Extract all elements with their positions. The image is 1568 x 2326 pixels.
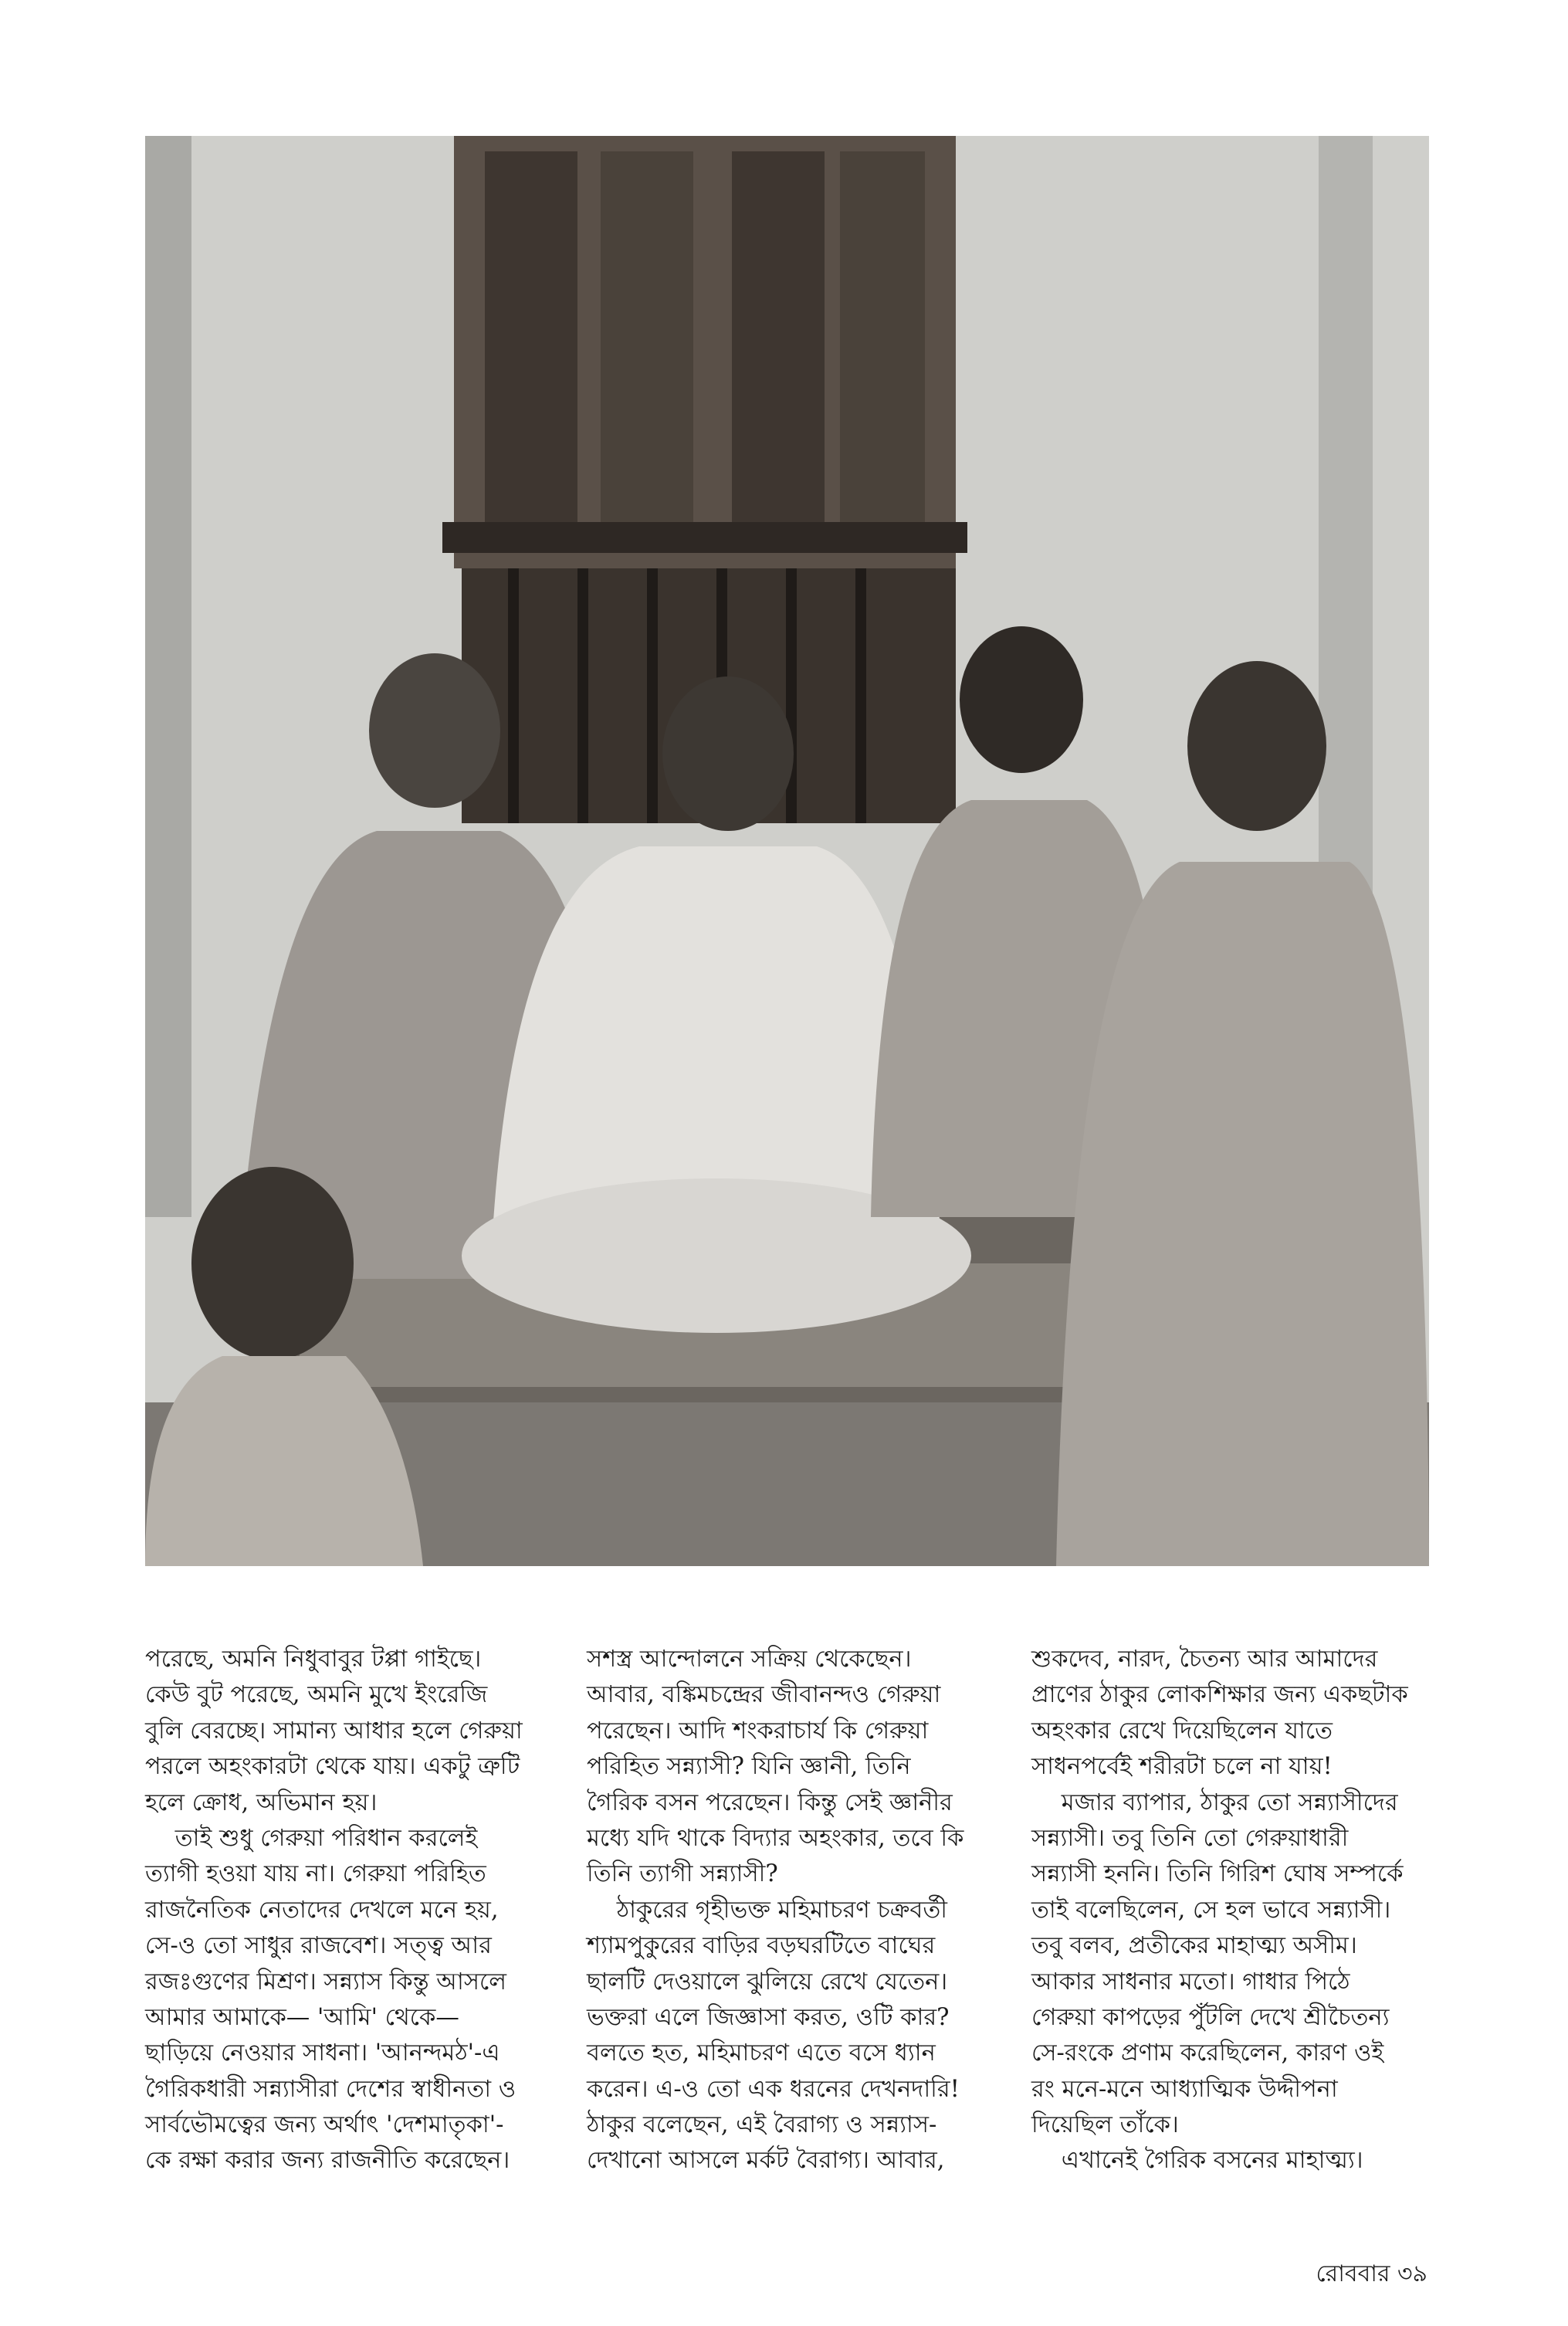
text-line: এখানেই গৈরিক বসনের মাহাত্ম্য।: [1031, 2147, 1363, 2175]
text-line: তাই বলেছিলেন, সে হল ভাবে সন্ন্যাসী।: [1031, 1896, 1391, 1924]
text-line: পরেছে, অমনি নিধুবাবুর টপ্পা গাইছে।: [145, 1646, 482, 1673]
text-line: সাধনপর্বেই শরীরটা চলে না যায়!: [1031, 1753, 1333, 1781]
text-line: দেখানো আসলে মর্কট বৈরাগ্য। আবার,: [587, 2147, 945, 2175]
text-line: রজঃগুণের মিশ্রণ। সন্ন্যাস কিন্তু আসলে: [145, 1968, 507, 1995]
text-line: সন্ন্যাসী হননি। তিনি গিরিশ ঘোষ সম্পর্কে: [1031, 1860, 1404, 1888]
text-line: ছাড়িয়ে নেওয়ার সাধনা। 'আনন্দমঠ'-এ: [145, 2039, 500, 2067]
group-photograph: [145, 136, 1429, 1566]
text-line: সন্ন্যাসী। তবু তিনি তো গেরুয়াধারী: [1031, 1824, 1349, 1852]
text-line: আবার, বঙ্কিমচন্দ্রের জীবানন্দও গেরুয়া: [587, 1681, 941, 1709]
text-line: তিনি ত্যাগী সন্ন্যাসী?: [587, 1860, 778, 1888]
text-line: ছালটি দেওয়ালে ঝুলিয়ে রেখে যেতেন।: [587, 1968, 948, 1995]
text-line: মজার ব্যাপার, ঠাকুর তো সন্ন্যাসীদের: [1031, 1789, 1398, 1816]
text-line: অহংকার রেখে দিয়েছিলেন যাতে: [1031, 1717, 1333, 1744]
text-line: বুলি বেরচ্ছে। সামান্য আধার হলে গেরুয়া: [145, 1717, 523, 1744]
text-line: গৈরিক বসন পরেছেন। কিন্তু সেই জ্ঞানীর: [587, 1789, 953, 1816]
text-line: পরিহিত সন্ন্যাসী? যিনি জ্ঞানী, তিনি: [587, 1753, 911, 1781]
text-line: তাই শুধু গেরুয়া পরিধান করলেই: [145, 1824, 478, 1852]
text-line: ঠাকুরের গৃহীভক্ত মহিমাচরণ চক্রবর্তী: [587, 1896, 947, 1924]
text-line: পরেছেন। আদি শংকরাচার্য কি গেরুয়া: [587, 1717, 929, 1744]
text-line: শ্যামপুকুরের বাড়ির বড়ঘরটিতে বাঘের: [587, 1932, 936, 1960]
text-line: ত্যাগী হওয়া যায় না। গেরুয়া পরিহিত: [145, 1860, 486, 1888]
text-line: প্রাণের ঠাকুর লোকশিক্ষার জন্য একছটাক: [1031, 1681, 1408, 1709]
text-column-2: [587, 1642, 988, 2179]
text-line: সার্বভৌমত্বের জন্য অর্থাৎ 'দেশমাতৃকা'-: [145, 2111, 504, 2139]
text-line: কে রক্ষা করার জন্য রাজনীতি করেছেন।: [145, 2147, 510, 2175]
text-line: পরলে অহংকারটা থেকে যায়। একটু ত্রুটি: [145, 1753, 520, 1781]
text-line: তবু বলব, প্রতীকের মাহাত্ম্য অসীম।: [1031, 1932, 1357, 1960]
text-line: ঠাকুর বলেছেন, এই বৈরাগ্য ও সন্ন্যাস-: [587, 2111, 937, 2139]
text-line: কেউ বুট পরেছে, অমনি মুখে ইংরেজি: [145, 1681, 488, 1709]
text-line: দিয়েছিল তাঁকে।: [1031, 2111, 1179, 2139]
text-line: বলতে হত, মহিমাচরণ এতে বসে ধ্যান: [587, 2039, 936, 2067]
text-line: আমার আমাকে— 'আমি' থেকে—: [145, 2003, 459, 2031]
page-folio: রোববার ৩৯: [1316, 2260, 1427, 2287]
text-line: শুকদেব, নারদ, চৈতন্য আর আমাদের: [1031, 1646, 1378, 1673]
text-line: করেন। এ-ও তো এক ধরনের দেখনদারি!: [587, 2075, 960, 2103]
text-line: সশস্ত্র আন্দোলনে সক্রিয় থেকেছেন।: [587, 1646, 912, 1673]
text-line: সে-ও তো সাধুর রাজবেশ। সত্ত্ব আর: [145, 1932, 492, 1960]
text-column-1: [145, 1642, 547, 2179]
text-line: মধ্যে যদি থাকে বিদ্যার অহংকার, তবে কি: [587, 1824, 964, 1852]
text-line: রং মনে-মনে আধ্যাত্মিক উদ্দীপনা: [1031, 2075, 1338, 2103]
text-line: গেরুয়া কাপড়ের পুঁটলি দেখে শ্রীচৈতন্য: [1031, 2003, 1390, 2031]
text-line: গৈরিকধারী সন্ন্যাসীরা দেশের স্বাধীনতা ও: [145, 2075, 516, 2103]
text-line: রাজনৈতিক নেতাদের দেখলে মনে হয়,: [145, 1896, 499, 1924]
text-line: হলে ক্রোধ, অভিমান হয়।: [145, 1789, 378, 1816]
text-column-3: [1031, 1642, 1433, 2179]
text-line: আকার সাধনার মতো। গাধার পিঠে: [1031, 1968, 1350, 1995]
text-line: ভক্তরা এলে জিজ্ঞাসা করত, ওটি কার?: [587, 2003, 950, 2031]
text-line: সে-রংকে প্রণাম করেছিলেন, কারণ ওই: [1031, 2039, 1384, 2067]
